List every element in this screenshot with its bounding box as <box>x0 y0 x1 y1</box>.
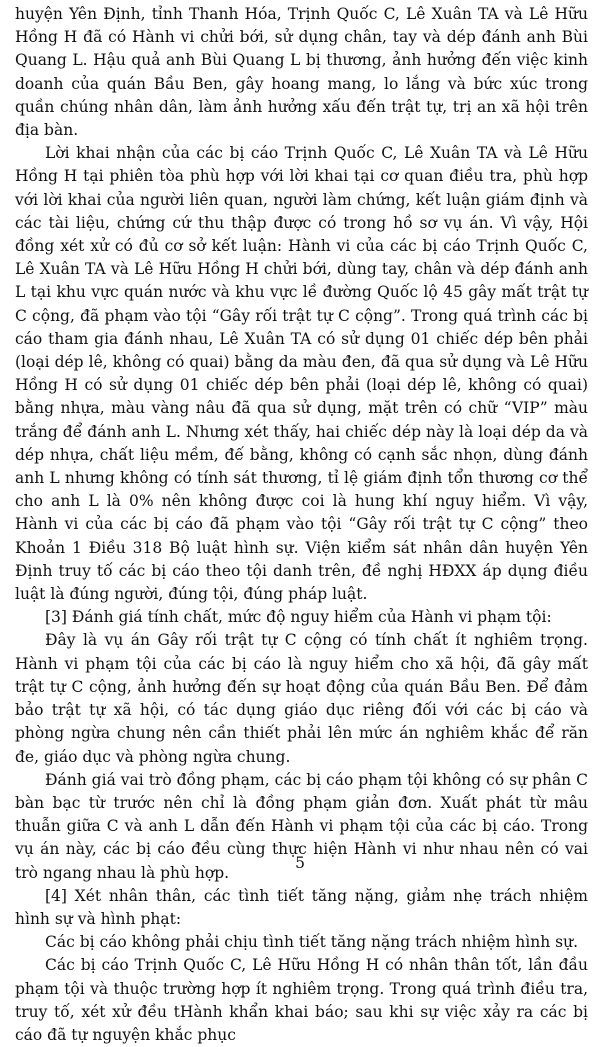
paragraph-continuation: huyện Yên Định, tỉnh Thanh Hóa, Trịnh Quốc C, Lê Xuân TA và Lê Hữu Hồng H đã có Hành vi chửi bới, sử dụng chân, tay và dép đánh anh Bùi Quang L. Hậu quả anh Bùi Quang L bị thương, ảnh hưởng đến việc kinh doanh của quán Bầu Ben, gây hoang mang, lo lắng và bức xúc trong quần chúng nhân dân, làm ảnh hưởng xấu đến trật tự, trị an xã hội trên địa bàn. <box>15 5 588 140</box>
paragraph-accomplice-role: Đánh giá vai trò đồng phạm, các bị cáo phạm tội không có sự phân C bàn bạc từ trước nên chỉ là đồng phạm giản đơn. Xuất phát từ mâu thuẫn giữa C và anh L dẫn đến Hành vi phạm tội của các bị cáo. Trong vụ án này, các bị cáo đều cùng thực hiện Hành vi như nhau nên có vai trò ngang nhau là phù hợp. <box>15 770 588 882</box>
paragraph-no-aggravating: Các bị cáo không phải chịu tình tiết tăng nặng trách nhiệm hình sự. <box>45 933 578 952</box>
page-number: 5 <box>295 854 305 872</box>
paragraph-mitigating: Các bị cáo Trịnh Quốc C, Lê Hữu Hồng H có nhân thân tốt, lần đầu phạm tội và thuộc trường hợp ít nghiêm trọng. Trong quá trình điều tra, truy tố, xét xử đều tHành khẩn khai báo; sau khi sự việc xảy ra các bị cáo đã tự nguyện khắc phục <box>15 956 588 1044</box>
section-heading-3: [3] Đánh giá tính chất, mức độ nguy hiểm của Hành vi phạm tội: <box>45 608 552 627</box>
document-page <box>15 3 588 1047</box>
paragraph-defendants-statements: Lời khai nhận của các bị cáo Trịnh Quốc C, Lê Xuân TA và Lê Hữu Hồng H tại phiên tòa phù hợp với lời khai tại cơ quan điều tra, phù hợp với lời khai của người liên quan, người làm chứng, kết luận giám định và các tài liệu, chứng cứ thu thập được có trong hồ sơ vụ án. Vì vậy, Hội đồng xét xử có đủ cơ sở kết luận: Hành vi của các bị cáo Trịnh Quốc C, Lê Xuân TA và Lê Hữu Hồng H chửi bới, dùng tay, chân và dép đánh anh L tại khu vực quán nước và khu vực lề đường Quốc lộ 45 gây mất trật tự C cộng, đã phạm vào tội “Gây rối trật tự C cộng”. Trong quá trình các bị cáo tham gia đánh nhau, Lê Xuân TA có sử dụng 01 chiếc dép bên phải (loại dép lê, không có quai) bằng da màu đen, đã qua sử dụng và Lê Hữu Hồng H có sử dụng 01 chiếc dép bên phải (loại dép lê, không có quai) bằng nhựa, màu vàng nâu đã qua sử dụng, mặt trên có chữ “VIP” màu trắng để đánh anh L. Nhưng xét thấy, hai chiếc dép này là loại dép da và dép nhựa, chất liệu mềm, đế bằng, không có cạnh sắc nhọn, dùng đánh anh L nhưng không có tính sát thương, tỉ lệ giám định tổn thương cơ thể cho anh L là 0% nên không được coi là hung khí nguy hiểm. Vì vậy, Hành vi của các bị cáo đã phạm vào tội “Gây rối trật tự C cộng” theo Khoản 1 Điều 318 Bộ luật hình sự. Viện kiểm sát nhân dân huyện Yên Định truy tố các bị cáo theo tội danh trên, đề nghị HĐXX áp dụng điều luật là đúng người, đúng tội, đúng pháp luật. <box>15 144 588 604</box>
section-heading-4: [4] Xét nhân thân, các tình tiết tăng nặng, giảm nhẹ trách nhiệm hình sự và hình phạt: <box>15 886 588 928</box>
paragraph-nature-of-crime: Đây là vụ án Gây rối trật tự C cộng có tính chất ít nghiêm trọng. Hành vi phạm tội của các bị cáo là nguy hiểm cho xã hội, đã gây mất trật tự C cộng, ảnh hưởng đến sự hoạt động của quán Bầu Ben. Để đảm bảo trật tự xã hội, có tác dụng giáo dục riêng đối với các bị cáo và phòng ngừa chung nên cần thiết phải lên mức án nghiêm khắc để răn đe, giáo dục và phòng ngừa chung. <box>15 631 588 766</box>
